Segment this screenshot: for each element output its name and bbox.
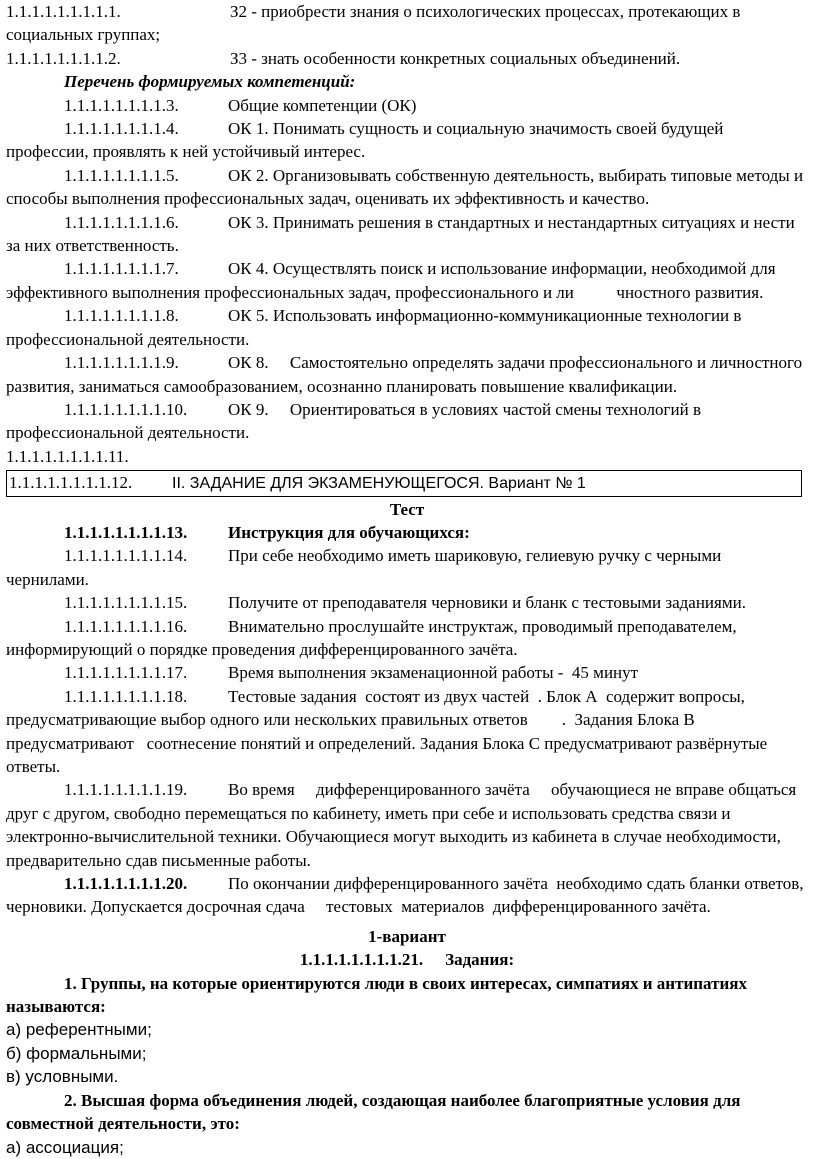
paragraph-ok9 bbox=[6, 398, 808, 445]
question-1-option-b: б) формальными; bbox=[6, 1043, 147, 1063]
item-number: 1.1.1.1.1.1.1.1.8. bbox=[64, 306, 179, 326]
item-text: Внимательно прослушайте инструктаж, проводимый преподавателем, информирующий о порядке проведения дифференцированного зачёта. bbox=[6, 616, 737, 659]
item-number: 1.1.1.1.1.1.1.1.13. bbox=[64, 522, 188, 542]
paragraph-ok2 bbox=[6, 164, 808, 211]
item-number: 1.1.1.1.1.1.1.1.7. bbox=[64, 259, 179, 279]
item-text: Общие компетенции (ОК) bbox=[228, 95, 417, 115]
item-text: ОК 9. Ориентироваться в условиях частой смены технологий в профессиональной деятельности. bbox=[6, 399, 706, 443]
test-title: Тест bbox=[389, 499, 425, 519]
instruction-submission bbox=[6, 872, 808, 919]
item-text: Время выполнения экзаменационной работы - 45 минут bbox=[228, 663, 639, 683]
item-text: По окончании дифференцированного зачёта необходимо сдать бланки ответов, черновики. Допускается досрочная сдача тестовых материалов дифференцированного зачёта. bbox=[6, 874, 808, 917]
item-number: 1.1.1.1.1.1.1.1.14. bbox=[64, 546, 188, 566]
item-number: 1.1.1.1.1.1.1.1.16. bbox=[64, 616, 188, 636]
item-text: ОК 2. Организовывать собственную деятельность, выбирать типовые методы и способы выполнения профессиональных задач, оценивать их эффективность и качество. bbox=[6, 165, 804, 209]
item-text: Тестовые задания состоят из двух частей . Блок А содержит вопросы, предусматривающие выбор одного или нескольких правильных ответов . Задания Блока В предусматривают соотнесение понятий и определений. Задания Блока С предусматривают развёрнутые ответы. bbox=[6, 686, 772, 776]
paragraph-z2 bbox=[6, 0, 808, 47]
item-number: 1.1.1.1.1.1.1.1.10. bbox=[64, 399, 188, 419]
instruction-time bbox=[6, 661, 808, 684]
item-number: 1.1.1.1.1.1.1.1.4. bbox=[64, 119, 179, 139]
paragraph-ok1 bbox=[6, 117, 808, 164]
section-header-box bbox=[6, 470, 802, 496]
question-2-option-a: а) ассоциация; bbox=[6, 1137, 124, 1157]
instruction-heading bbox=[6, 521, 808, 544]
instruction-briefing bbox=[6, 615, 808, 662]
competences-heading: Перечень формируемых компетенций: bbox=[64, 72, 356, 92]
item-number: 1.1.1.1.1.1.1.1.9. bbox=[64, 353, 179, 373]
paragraph-ok-general bbox=[6, 94, 808, 117]
instruction-drafts bbox=[6, 591, 808, 614]
item-text: З3 - знать особенности конкретных социальных объединений. bbox=[230, 48, 681, 68]
item-number: 1.1.1.1.1.1.1.1.17. bbox=[64, 663, 188, 683]
item-text: Получите от преподавателя черновики и бланк с тестовыми заданиями. bbox=[228, 593, 746, 613]
instruction-structure bbox=[6, 685, 808, 779]
section-title: II. ЗАДАНИЕ ДЛЯ ЭКЗАМЕНУЮЩЕГОСЯ. Вариант № 1 bbox=[172, 475, 586, 493]
item-text: ОК 1. Понимать сущность и социальную значимость своей будущей профессии, проявлять к ней устойчивый интерес. bbox=[6, 119, 724, 162]
paragraph-z3 bbox=[6, 47, 808, 70]
question-1-option-c: в) условными. bbox=[6, 1067, 119, 1087]
paragraph-empty-11 bbox=[6, 445, 808, 468]
item-text: ОК 4. Осуществлять поиск и использование информации, необходимой для эффективного выполнения профессиональных задач, профессионального и ли чностного развития. bbox=[6, 259, 780, 302]
item-number: 1.1.1.1.1.1.1.1.6. bbox=[64, 212, 179, 232]
item-number: 1.1.1.1.1.1.1.1.5. bbox=[64, 165, 179, 185]
item-number: 1.1.1.1.1.1.1.1.18. bbox=[64, 686, 188, 706]
item-number: 1.1.1.1.1.1.1.1.15. bbox=[64, 593, 188, 613]
variant-title: 1-вариант bbox=[368, 926, 446, 946]
item-number: 1.1.1.1.1.1.1.1.21. bbox=[299, 950, 424, 970]
item-number: 1.1.1.1.1.1.1.1.1. bbox=[6, 2, 121, 21]
paragraph-ok3 bbox=[6, 211, 808, 258]
item-number: 1.1.1.1.1.1.1.1.12. bbox=[9, 473, 133, 493]
item-text: При себе необходимо иметь шариковую, гелиевую ручку с черными чернилами. bbox=[6, 546, 722, 589]
question-2: 2. Высшая форма объединения людей, создающая наиболее благоприятные условия для совместной деятельности, это: bbox=[6, 1090, 741, 1134]
item-text: З2 - приобрести знания о психологических процессах, протекающих в социальных группах; bbox=[6, 2, 741, 45]
item-text: ОК 5. Использовать информационно-коммуникационные технологии в профессиональной деятельности. bbox=[6, 306, 742, 349]
question-1: 1. Группы, на которые ориентируются люди в своих интересах, симпатиях и антипатиях называются: bbox=[6, 973, 747, 1017]
question-1-option-a: а) референтными; bbox=[6, 1020, 152, 1040]
item-text: Инструкция для обучающихся: bbox=[228, 522, 470, 542]
instruction-pen bbox=[6, 544, 808, 591]
item-number: 1.1.1.1.1.1.1.1.3. bbox=[64, 95, 179, 115]
item-text: Задания: bbox=[445, 950, 515, 970]
tasks-heading bbox=[6, 948, 808, 971]
item-text: Во время дифференцированного зачёта обучающиеся не вправе общаться друг с другом, свободно перемещаться по кабинету, иметь при себе и использовать средства связи и электронно-вычислительной техники. Обучающиеся могут выходить из кабинета в случае необходимости, предварительно сдав письменные работы. bbox=[6, 780, 801, 870]
item-number: 1.1.1.1.1.1.1.1.11. bbox=[6, 446, 129, 466]
item-number: 1.1.1.1.1.1.1.1.2. bbox=[6, 48, 121, 68]
paragraph-ok8 bbox=[6, 351, 808, 398]
item-text: ОК 3. Принимать решения в стандартных и нестандартных ситуациях и нести за них ответственность. bbox=[6, 212, 795, 256]
paragraph-ok5 bbox=[6, 304, 808, 351]
instruction-rules bbox=[6, 778, 808, 872]
paragraph-ok4 bbox=[6, 257, 808, 304]
item-text: ОК 8. Самостоятельно определять задачи профессионального и личностного развития, заниматься самообразованием, осознанно планировать повышение квалификации. bbox=[6, 353, 807, 396]
item-number: 1.1.1.1.1.1.1.1.19. bbox=[64, 780, 188, 800]
item-number: 1.1.1.1.1.1.1.1.20. bbox=[64, 874, 188, 894]
